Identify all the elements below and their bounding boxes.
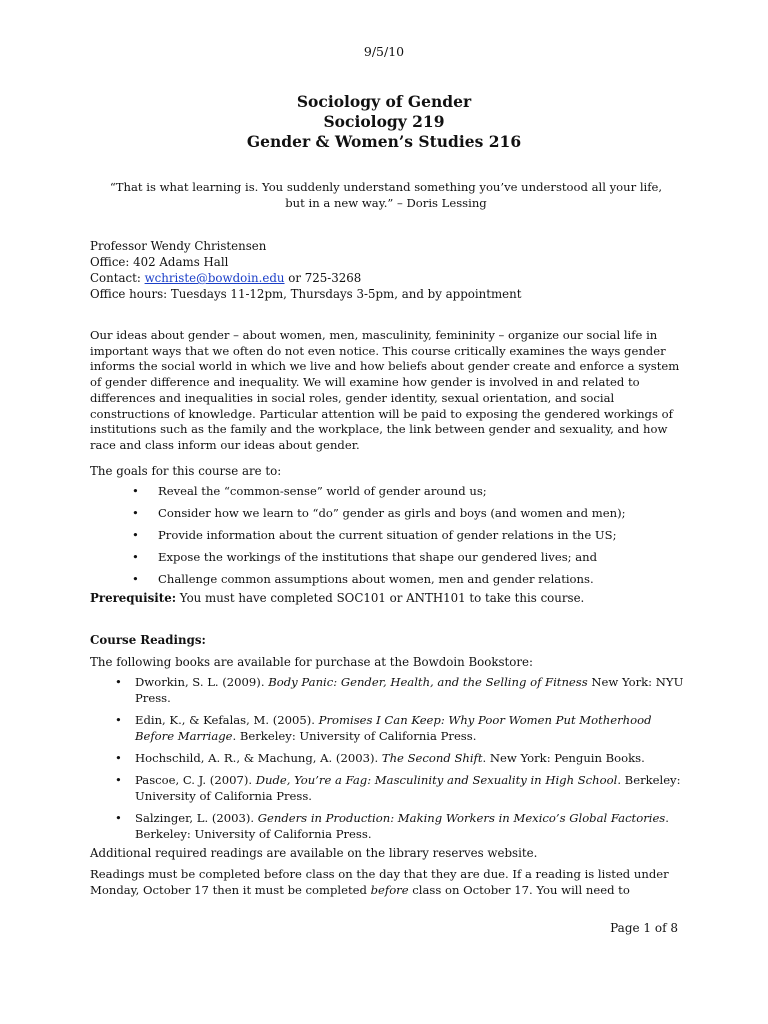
readings-intro: The following books are available for purchase at the Bowdoin Bookstore: xyxy=(90,655,533,669)
contact-label: Contact: xyxy=(90,271,145,285)
page-number: Page 1 of 8 xyxy=(610,921,678,935)
readings-heading: Course Readings: xyxy=(90,633,206,647)
deadline-line-1: Readings must be completed before class on the day that they are due. If a reading is listed under xyxy=(90,867,669,881)
book-item: • Pascoe, C. J. (2007). Dude, You’re a Fag: Masculinity and Sexuality in High School. Berkeley: University of California Press. xyxy=(90,772,690,804)
goal-item: • Expose the workings of the institutions that shape our gendered lives; and xyxy=(134,549,694,571)
book-title: Dude, You’re a Fag: Masculinity and Sexuality in High School xyxy=(255,773,618,787)
prerequisite-label: Prerequisite: xyxy=(90,591,177,605)
book-item: • Edin, K., & Kefalas, M. (2005). Promises I Can Keep: Why Poor Women Put Motherhood Before Marriage. Berkeley: University of California Press. xyxy=(90,712,690,744)
goal-item: • Reveal the “common-sense” world of gender around us; xyxy=(134,483,694,505)
deadline-emphasis: before xyxy=(370,883,409,897)
book-item: • Hochschild, A. R., & Machung, A. (2003). The Second Shift. New York: Penguin Books. xyxy=(90,750,690,766)
professor-office: Office: 402 Adams Hall xyxy=(90,255,229,269)
professor-name: Professor Wendy Christensen xyxy=(90,239,267,253)
goals-list xyxy=(134,483,694,593)
course-crosslist: Gender & Women’s Studies 216 xyxy=(246,132,522,151)
deadline-line-2: Monday, October 17 then it must be completed before class on October 17. You will need to xyxy=(90,883,630,897)
office-hours: Office hours: Tuesdays 11-12pm, Thursdays 3-5pm, and by appointment xyxy=(90,287,522,301)
book-item: • Dworkin, S. L. (2009). Body Panic: Gender, Health, and the Selling of Fitness New York: NYU Press. xyxy=(90,674,690,706)
course-description: Our ideas about gender – about women, men, masculinity, femininity – organize our social life in important ways that we often do not even notice. This course critically examines the ways gender informs the social world in which we live and how beliefs about gender create and enforce a system of gender difference and inequality. We will examine how gender is involved in and related to differences and inequalities in social roles, gender identity, sexual orientation, and social constructions of knowledge. Particular attention will be paid to exposing the gendered workings of institutions such as the family and the workplace, the link between gender and sexuality, and how race and class inform our ideas about gender. xyxy=(90,328,680,452)
goal-item: • Challenge common assumptions about women, men and gender relations. xyxy=(134,571,694,593)
phone-text: or 725-3268 xyxy=(284,271,362,285)
course-title: Sociology of Gender xyxy=(296,92,472,111)
course-titles xyxy=(0,92,768,152)
prerequisite xyxy=(90,590,690,606)
professor-contact xyxy=(90,270,690,286)
email-link[interactable]: wchriste@bowdoin.edu xyxy=(144,271,285,285)
epigraph-quote xyxy=(90,179,682,211)
book-item: • Salzinger, L. (2003). Genders in Production: Making Workers in Mexico’s Global Factories. Berkeley: University of California Press. xyxy=(90,810,690,842)
goal-item: • Consider how we learn to “do” gender as girls and boys (and women and men); xyxy=(134,505,694,527)
book-list xyxy=(90,674,690,848)
additional-readings: Additional required readings are available on the library reserves website. xyxy=(90,846,538,860)
prerequisite-text: You must have completed SOC101 or ANTH101 to take this course. xyxy=(176,591,585,605)
goals-intro: The goals for this course are to: xyxy=(90,464,282,478)
quote-line-1: “That is what learning is. You suddenly understand something you’ve understood all your life, xyxy=(109,180,663,194)
book-title: The Second Shift xyxy=(381,751,483,765)
course-number: Sociology 219 xyxy=(323,112,445,131)
reading-deadline-note xyxy=(90,866,685,898)
header-date: 9/5/10 xyxy=(363,44,405,59)
quote-line-2: but in a new way.” – Doris Lessing xyxy=(285,196,487,210)
book-title: Promises I Can Keep: Why Poor Women Put Motherhood Before Marriage xyxy=(135,713,652,743)
professor-info xyxy=(90,238,690,302)
book-title: Genders in Production: Making Workers in Mexico’s Global Factories xyxy=(257,811,666,825)
book-title: Body Panic: Gender, Health, and the Selling of Fitness xyxy=(268,675,588,689)
goal-item: • Provide information about the current situation of gender relations in the US; xyxy=(134,527,694,549)
